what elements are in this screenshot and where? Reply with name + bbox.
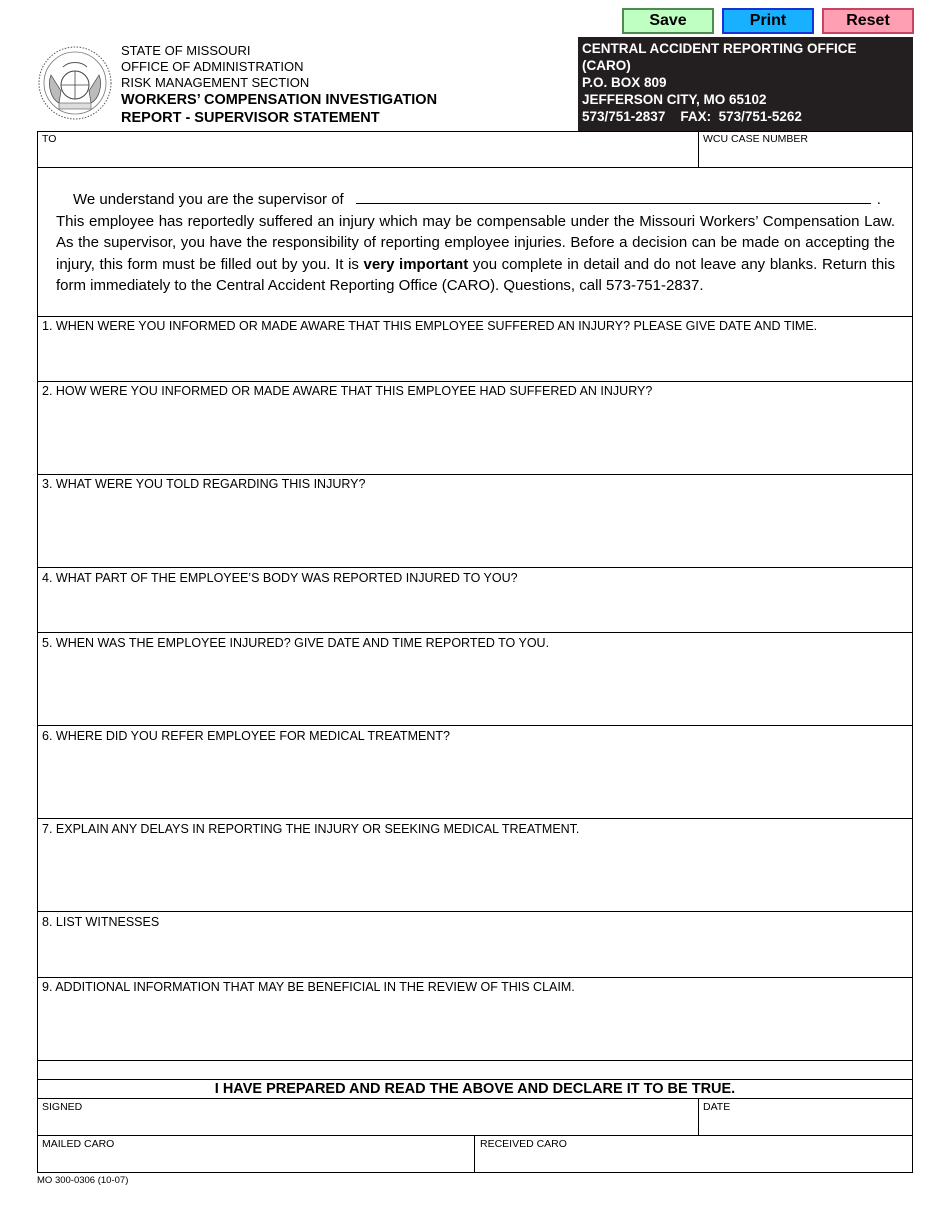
agency-header — [121, 43, 437, 127]
question-5: 5. WHEN WAS THE EMPLOYEE INJURED? GIVE DATE AND TIME REPORTED TO YOU. — [42, 636, 550, 650]
form-right-border — [912, 131, 913, 1173]
supervisor-of-input[interactable] — [356, 190, 871, 204]
intro-lead-end: . — [876, 191, 881, 208]
print-button[interactable]: Print — [722, 8, 814, 34]
divider — [698, 1098, 699, 1135]
received-caro-label: RECEIVED CARO — [480, 1138, 567, 1150]
agency-line-office: OFFICE OF ADMINISTRATION — [121, 59, 304, 74]
form-left-border — [37, 131, 38, 1173]
divider — [37, 818, 913, 819]
signed-label: SIGNED — [42, 1101, 83, 1113]
divider — [37, 1172, 913, 1173]
date-input[interactable] — [703, 1115, 908, 1133]
divider — [37, 131, 913, 132]
question-2-answer[interactable] — [42, 401, 908, 471]
intro-text-b: you complete in detail and do not leave any blanks. Return this form immediately to the Central Accident Reporting Office (CARO). Questions, call 573-751-2837. — [56, 255, 895, 294]
divider — [37, 977, 913, 978]
intro-emphasis: very important — [363, 255, 469, 273]
divider — [37, 725, 913, 726]
missouri-state-seal-icon — [37, 45, 113, 121]
reset-button[interactable]: Reset — [822, 8, 914, 34]
caro-line-3: P.O. BOX 809 — [582, 75, 667, 90]
mailed-caro-input[interactable] — [42, 1152, 468, 1170]
caro-line-4: JEFFERSON CITY, MO 65102 — [582, 92, 767, 107]
intro-paragraph — [56, 189, 895, 297]
caro-line-1: CENTRAL ACCIDENT REPORTING OFFICE — [582, 41, 857, 56]
form-title-line1: WORKERS’ COMPENSATION INVESTIGATION — [121, 92, 438, 108]
divider — [37, 1079, 913, 1080]
question-8-answer[interactable] — [42, 932, 908, 974]
to-label: TO — [42, 133, 57, 145]
question-9-answer[interactable] — [42, 997, 908, 1057]
agency-line-state: STATE OF MISSOURI — [121, 43, 251, 58]
form-title-line2: REPORT - SUPERVISOR STATEMENT — [121, 110, 380, 126]
question-8: 8. LIST WITNESSES — [42, 915, 160, 929]
question-6: 6. WHERE DID YOU REFER EMPLOYEE FOR MEDICAL TREATMENT? — [42, 729, 450, 743]
question-1: 1. WHEN WERE YOU INFORMED OR MADE AWARE THAT THIS EMPLOYEE SUFFERED AN INJURY? PLEASE GIVE DATE AND TIME. — [42, 319, 818, 333]
date-label: DATE — [703, 1101, 731, 1113]
divider — [37, 1098, 913, 1099]
wcu-case-number-input[interactable] — [703, 147, 908, 165]
signed-input[interactable] — [42, 1115, 692, 1133]
caro-line-2: (CARO) — [582, 58, 631, 73]
divider — [474, 1135, 475, 1173]
divider — [37, 632, 913, 633]
divider — [37, 911, 913, 912]
form-number: MO 300-0306 (10-07) — [37, 1175, 129, 1186]
question-7-answer[interactable] — [42, 839, 908, 908]
agency-line-section: RISK MANAGEMENT SECTION — [121, 75, 310, 90]
to-input[interactable] — [42, 147, 692, 165]
question-9: 9. ADDITIONAL INFORMATION THAT MAY BE BENEFICIAL IN THE REVIEW OF THIS CLAIM. — [42, 980, 575, 994]
wcu-case-number-label: WCU CASE NUMBER — [703, 133, 809, 145]
question-5-answer[interactable] — [42, 653, 908, 722]
divider — [37, 1135, 913, 1136]
question-4-answer[interactable] — [42, 588, 908, 629]
question-6-answer[interactable] — [42, 746, 908, 815]
declaration-text: I HAVE PREPARED AND READ THE ABOVE AND DECLARE IT TO BE TRUE. — [214, 1081, 736, 1097]
question-3-answer[interactable] — [42, 494, 908, 564]
caro-line-5: 573/751-2837 FAX: 573/751-5262 — [582, 109, 802, 124]
intro-lead: We understand you are the supervisor of — [73, 191, 344, 208]
divider — [37, 567, 913, 568]
divider — [37, 381, 913, 382]
divider — [37, 167, 913, 168]
question-7: 7. EXPLAIN ANY DELAYS IN REPORTING THE INJURY OR SEEKING MEDICAL TREATMENT. — [42, 822, 580, 836]
question-4: 4. WHAT PART OF THE EMPLOYEE’S BODY WAS REPORTED INJURED TO YOU? — [42, 571, 518, 585]
question-3: 3. WHAT WERE YOU TOLD REGARDING THIS INJURY? — [42, 477, 366, 491]
question-2: 2. HOW WERE YOU INFORMED OR MADE AWARE THAT THIS EMPLOYEE HAD SUFFERED AN INJURY? — [42, 384, 653, 398]
mailed-caro-label: MAILED CARO — [42, 1138, 115, 1150]
divider — [37, 1060, 913, 1061]
save-button[interactable]: Save — [622, 8, 714, 34]
divider — [698, 131, 699, 167]
intro-text-a: This employee has reportedly suffered an injury which may be compensable under the Missouri Workers’ Compensation Law. As the supervisor, you have the responsibility of reporting employee injuries. Before a decision can be made on accepting the injury, this form must be filled out by you. It is — [56, 212, 895, 273]
caro-address-block — [578, 37, 913, 131]
received-caro-input[interactable] — [480, 1152, 908, 1170]
divider — [37, 316, 913, 317]
question-1-answer[interactable] — [42, 336, 908, 378]
divider — [37, 474, 913, 475]
